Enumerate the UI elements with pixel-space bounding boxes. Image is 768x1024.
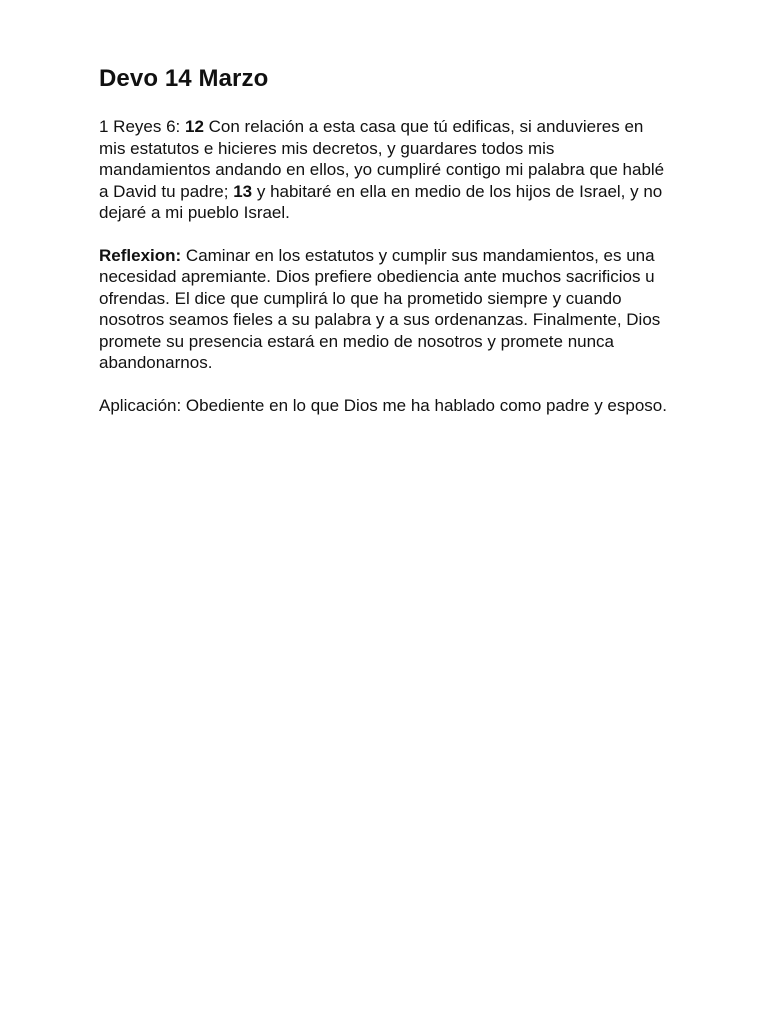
verse-13-text: y habitaré en ella en medio de los hijos de Israel, y no dejaré a mi pueblo Israel. (99, 181, 663, 222)
verse-paragraph (99, 116, 668, 224)
reflection-paragraph (99, 245, 668, 374)
verse-number-12: 12 (185, 117, 204, 136)
reflection-label: Reflexion: (99, 245, 182, 265)
reflection-text: Caminar en los estatutos y cumplir sus mandamientos, es una necesidad apremiante. Dios prefiere obediencia ante muchos sacrificios u ofrendas. El dice que cumplirá lo que ha prometido siempre y cuando nosotros seamos fieles a su palabra y a sus ordenanzas. Finalmente, Dios promete su presencia estará en medio de nosotros y promete nunca abandonarnos. (99, 245, 661, 372)
verse-number-13: 13 (233, 181, 253, 201)
application-paragraph: Aplicación: Obediente en lo que Dios me ha hablado como padre y esposo. (99, 395, 667, 415)
verse-reference: 1 Reyes 6: (99, 117, 185, 136)
verse-12-text: Con relación a esta casa que tú edificas, si anduvieres en mis estatutos e hicieres mis decretos, y guardares todos mis mandamientos andando en ellos, yo cumpliré contigo mi palabra que hablé a David tu padre; (99, 117, 665, 201)
document-title: Devo 14 Marzo (99, 65, 269, 92)
